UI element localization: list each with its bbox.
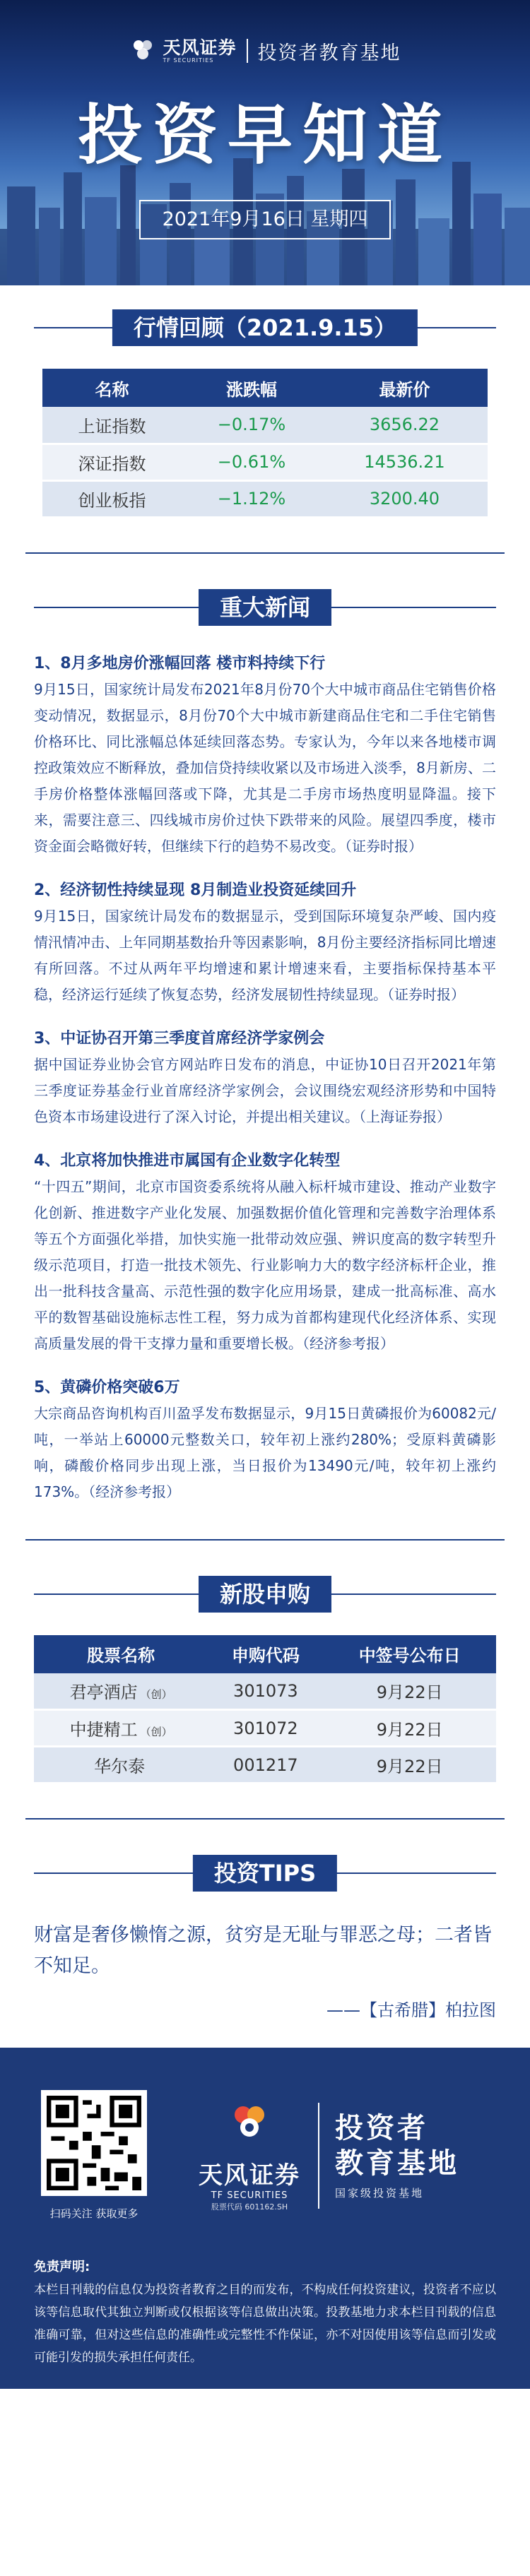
col-name: 名称: [42, 369, 182, 407]
footer-base-title: [335, 2111, 459, 2200]
stock-name: 君亭酒店: [69, 1682, 138, 1703]
footer: [0, 2048, 530, 2389]
news-item: [34, 1026, 496, 1130]
footer-top: [34, 2090, 496, 2221]
market-table-header: [42, 369, 488, 407]
index-price: 14536.21: [322, 444, 488, 480]
tips-block: [0, 1899, 530, 2021]
tips-quote: 财富是奢侈懒惰之源，贫穷是无耻与罪恶之母；二者皆不知足。: [34, 1924, 492, 1977]
board-tag: （创）: [140, 1726, 172, 1738]
stock-name: 华尔泰: [94, 1757, 146, 1776]
index-price: 3656.22: [322, 407, 488, 444]
brand-sub: TF SECURITIES: [163, 57, 214, 64]
col-lottery-date: 中签号公布日: [323, 1635, 496, 1673]
market-section-title: 行情回顾（2021.9.15）: [112, 309, 418, 346]
lottery-date: 9月22日: [323, 1710, 496, 1747]
table-row: [42, 444, 488, 480]
footer-base-line1: 投资者: [335, 2112, 428, 2144]
ipo-table-wrap: [0, 1620, 530, 1785]
market-table: [42, 369, 488, 518]
stock-name-cell: [34, 1747, 208, 1783]
board-tag: （创）: [140, 1688, 172, 1702]
news-list: [0, 651, 530, 1505]
ipo-section-title: 新股申购: [199, 1576, 331, 1613]
ipo-section-header: [0, 1569, 530, 1620]
date-label: 2021年9月16日 星期四: [139, 200, 391, 239]
news-body: 据中国证券业协会官方网站昨日发布的消息，中证协10日召开2021年第三季度证券基金行业首席经济学家例会，会议围绕宏观经济形势和中国特色资本市场建设进行了深入讨论，并提出相关建议。（上海证券报）: [34, 1055, 496, 1125]
stock-code: 301072: [208, 1710, 323, 1747]
news-body: 9月15日，国家统计局发布2021年8月份70个大中城市商品住宅销售价格变动情况，数据显示，8月份70个大中城市新建商品住宅和二手住宅销售价格环比、同比涨幅总体延续回落态势。专家认为，今年以来各地楼市调控政策效应不断释放，叠加信贷持续收紧以及市场进入淡季，8月新房、二手房价格整体涨幅回落或下降，尤其是二手房市场热度明显降温。接下来，需要注意三、四线城市房价过快下跌带来的风险。展望四季度，楼市资金面会略微好转，但继续下行的趋势不易改变。（证券时报）: [34, 680, 496, 855]
news-section-title: 重大新闻: [199, 589, 331, 626]
footer-divider: [318, 2103, 319, 2209]
news-item: [34, 878, 496, 1008]
stock-name-cell: [34, 1710, 208, 1747]
stock-name-cell: [34, 1673, 208, 1710]
brand-row: [0, 37, 530, 65]
news-title: 4、北京将加快推进市属国有企业数字化转型: [34, 1151, 341, 1170]
col-subscribe-code: 申购代码: [208, 1635, 323, 1673]
disclaimer-body: 本栏目刊载的信息仅为投资者教育之目的而发布，不构成任何投资建议，投资者不应以该等信息取代其独立判断或仅根据该等信息做出决策。投教基地力求本栏目刊载的信息准确可靠，但对这些信息的准确性或完整性不作保证，亦不对因使用该等信息而引发或可能引发的损失承担任何责任。: [34, 2283, 496, 2365]
news-title: 3、中证协召开第三季度首席经济学家例会: [34, 1029, 325, 1047]
col-change: 涨跌幅: [182, 369, 322, 407]
stock-name: 中捷精工: [69, 1720, 138, 1740]
disclaimer-title: 免责声明:: [34, 2260, 90, 2274]
qr-block: [34, 2090, 154, 2221]
footer-logo-en: TF SECURITIES: [211, 2190, 288, 2201]
footer-base-sub: 国家级投资基地: [335, 2187, 425, 2200]
index-change: −0.61%: [182, 444, 322, 480]
table-row: [34, 1673, 496, 1710]
news-item: [34, 651, 496, 860]
footer-logo: [196, 2099, 302, 2212]
index-name: 上证指数: [42, 407, 182, 444]
tf-logo-icon: [129, 37, 157, 65]
footer-base-line2: 教育基地: [335, 2147, 459, 2180]
footer-stock-code: 股票代码 601162.SH: [211, 2202, 288, 2212]
brand-divider: [247, 39, 248, 63]
index-name: 深证指数: [42, 444, 182, 480]
news-section-header: [0, 582, 530, 633]
stock-code: 301073: [208, 1673, 323, 1710]
table-row: [34, 1710, 496, 1747]
col-price: 最新价: [322, 369, 488, 407]
page-title: 投资早知道: [77, 97, 452, 173]
lottery-date: 9月22日: [323, 1673, 496, 1710]
tf-flower-logo-icon: [225, 2099, 274, 2149]
news-body: 大宗商品咨询机构百川盈孚发布数据显示，9月15日黄磷报价为60082元/吨，一举站上60000元整数关口，较年初上涨约280%；受原料黄磷影响，磷酸价格同步出现上涨，当日报价为13490元/吨，较年初上涨约173%。（经济参考报）: [34, 1404, 496, 1500]
qr-code-icon[interactable]: [41, 2090, 147, 2196]
disclaimer: [34, 2256, 496, 2369]
qr-caption: 扫码关注 获取更多: [49, 2207, 139, 2220]
news-title: 5、黄磷价格突破6万: [34, 1378, 180, 1396]
news-body: “十四五”期间，北京市国资委系统将从融入标杆城市建设、推动产业数字化创新、推进数字产业化发展、加强数据价值化管理和完善数字治理体系等五个方面强化举措，加快实施一批带动效应强、辨识度高的数字转型升级示范项目，打造一批技术领先、行业影响力大的数字经济标杆企业，推出一批科技含量高、示范性强的数字化应用场景，建成一批高标准、高水平的数智基础设施标志性工程，努力成为首都构建现代化经济体系、实现高质量发展的骨干支撑力量和重要增长极。（经济参考报）: [34, 1177, 496, 1352]
hero-banner: [0, 0, 530, 285]
news-title: 1、8月多地房价涨幅回落 楼市料持续下行: [34, 654, 326, 672]
table-row: [34, 1747, 496, 1783]
tips-section-header: [0, 1848, 530, 1899]
table-row: [42, 480, 488, 517]
brand-text: [163, 39, 236, 64]
brand-slogan: 投资者教育基地: [257, 42, 401, 64]
index-change: −0.17%: [182, 407, 322, 444]
brand-name: 天风证券: [163, 37, 237, 58]
ipo-table-header: [34, 1635, 496, 1673]
market-table-wrap: [0, 353, 530, 518]
tips-author: ——【古希腊】柏拉图: [326, 2000, 496, 2020]
index-price: 3200.40: [322, 480, 488, 517]
lottery-date: 9月22日: [323, 1747, 496, 1783]
index-name: 创业板指: [42, 480, 182, 517]
news-item: [34, 1148, 496, 1357]
news-title: 2、经济韧性持续显现 8月制造业投资延续回升: [34, 881, 357, 899]
index-change: −1.12%: [182, 480, 322, 517]
table-row: [42, 407, 488, 444]
stock-code: 001217: [208, 1747, 323, 1783]
ipo-table: [34, 1635, 496, 1785]
news-body: 9月15日，国家统计局发布的数据显示，受到国际环境复杂严峻、国内疫情汛情冲击、上年同期基数抬升等因素影响，8月份主要经济指标同比增速有所回落。不过从两年平均增速和累计增速来看，主要指标保持基本平稳，经济运行延续了恢复态势，经济发展韧性持续显现。（证券时报）: [34, 907, 496, 1003]
market-section-header: [0, 302, 530, 353]
news-item: [34, 1375, 496, 1505]
col-stock-name: 股票名称: [34, 1635, 208, 1673]
footer-logo-name: 天风证券: [199, 2161, 300, 2190]
tips-section-title: 投资TIPS: [193, 1855, 337, 1892]
